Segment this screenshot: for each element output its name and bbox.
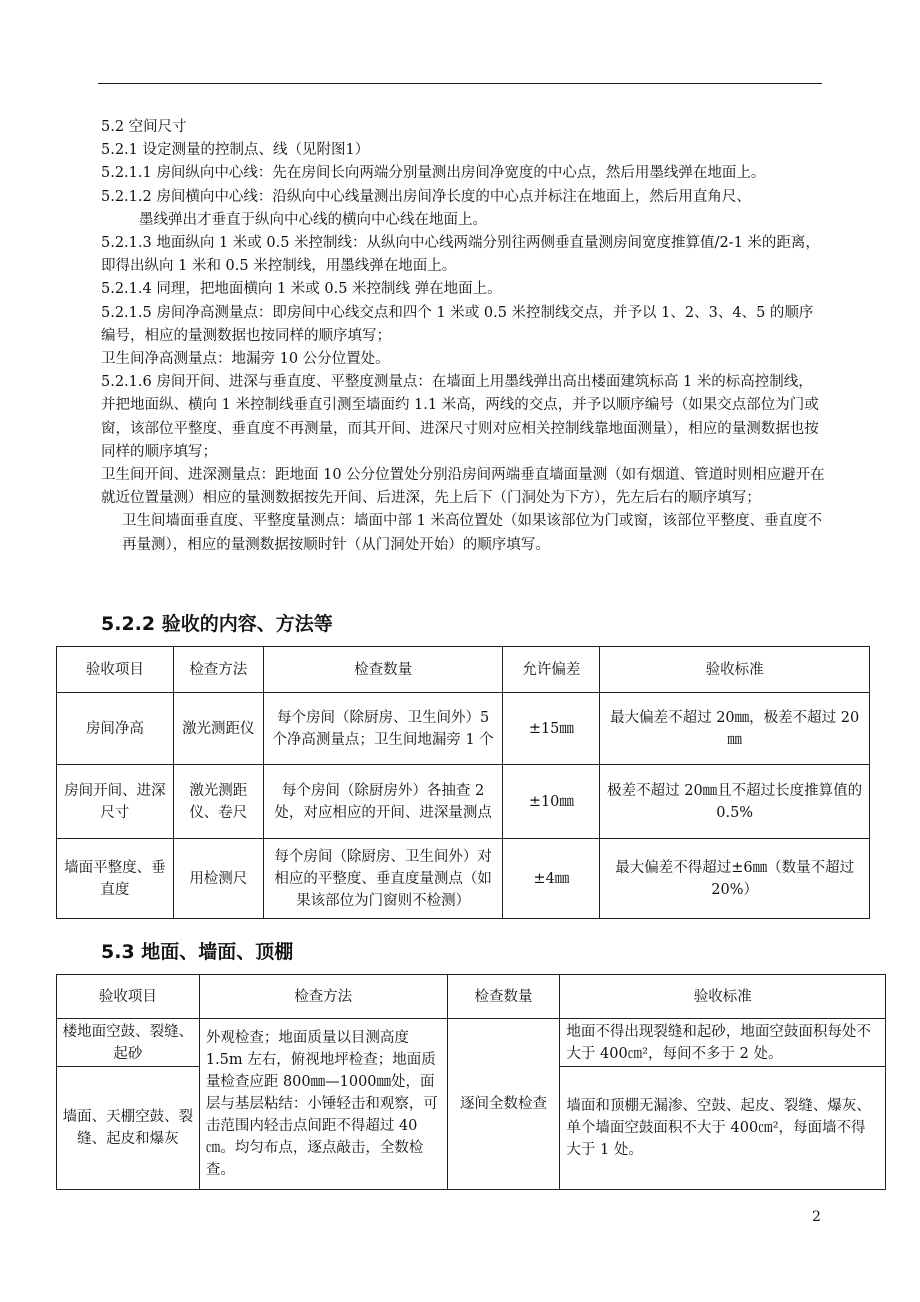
page-number: 2 — [812, 1209, 821, 1225]
table-cell: 房间净高 — [57, 693, 174, 765]
table-row — [57, 693, 870, 765]
table-row — [57, 765, 870, 839]
table-cell: ±15㎜ — [503, 693, 600, 765]
header-cell: 允许偏差 — [503, 647, 600, 693]
header-cell: 检查数量 — [447, 975, 560, 1019]
table-cell: 房间开间、进深尺寸 — [57, 765, 174, 839]
paragraph: 5.2.1.3 地面纵向 1 米或 0.5 米控制线：从纵向中心线两端分别往两侧垂直量测房间宽度推算值/2-1 米的距离，即得出纵向 1 米和 0.5 米控制线，用墨线弹在地面上。 — [101, 235, 820, 275]
table-cell: 激光测距仪、卷尺 — [173, 765, 263, 839]
header-cell: 检查数量 — [263, 647, 503, 693]
header-cell: 验收标准 — [600, 647, 870, 693]
table-cell: 每个房间（除厨房、卫生间外）对相应的平整度、垂直度量测点（如果该部位为门窗则不检测） — [263, 839, 503, 919]
header-cell: 检查方法 — [173, 647, 263, 693]
table-cell: 每个房间（除厨房、卫生间外）5 个净高测量点；卫生间地漏旁 1 个 — [263, 693, 503, 765]
table-header-row — [57, 975, 886, 1019]
table-cell: 极差不超过 20㎜且不超过长度推算值的 0.5% — [600, 765, 870, 839]
table-cell: ±4㎜ — [503, 839, 600, 919]
table-row — [57, 1019, 886, 1067]
table-cell-method: 外观检查；地面质量以目测高度 1.5m 左右，俯视地坪检查；地面质量检查应距 800㎜—1000㎜处，面层与基层粘结：小锤轻击和观察，可击范围内轻击点间距不得超过 40㎝。均匀布点，逐点敲击，全数检查。 — [199, 1019, 447, 1190]
paragraph: 5.2.1.1 房间纵向中心线：先在房间长向两端分别量测出房间净宽度的中心点，然后用墨线弹在地面上。 — [101, 165, 766, 182]
body-text — [101, 116, 825, 557]
table-cell-quantity: 逐间全数检查 — [447, 1019, 560, 1190]
paragraph: 卫生间净高测量点：地漏旁 10 公分位置处。 — [101, 351, 390, 368]
header-cell: 验收项目 — [57, 975, 200, 1019]
paragraph: 5.2.1.6 房间开间、进深与垂直度、平整度测量点：在墙面上用墨线弹出高出楼面建筑标高 1 米的标高控制线，并把地面纵、横向 1 米控制线垂直引测至墙面约 1.1 米高，两线的交点，并予以顺序编号（如果交点部位为门或窗，该部位平整度、垂直度不再测量，而其开间、进深尺寸则对应相关控制线靠地面测量），相应的量测数据也按同样的顺序填写； — [101, 374, 819, 460]
paragraph: 5.2.1.2 房间横向中心线：沿纵向中心线量测出房间净长度的中心点并标注在地面上，然后用直角尺、 — [101, 188, 751, 205]
acceptance-table-5-2-2 — [56, 646, 870, 919]
table-cell: 墙面平整度、垂直度 — [57, 839, 174, 919]
table-cell: 地面不得出现裂缝和起砂，地面空鼓面积每处不大于 400㎝²，每间不多于 2 处。 — [560, 1019, 886, 1067]
paragraph: 卫生间墙面垂直度、平整度量测点：墙面中部 1 米高位置处（如果该部位为门或窗，该部位平整度、垂直度不再量测），相应的量测数据按顺时针（从门洞处开始）的顺序填写。 — [122, 513, 822, 553]
table-cell: 墙面、天棚空鼓、裂缝、起皮和爆灰 — [57, 1067, 200, 1190]
paragraph: 卫生间开间、进深测量点：距地面 10 公分位置处分别沿房间两端垂直墙面量测（如有烟道、管道时则相应避开在就近位置量测）相应的量测数据按先开间、后进深，先上后下（门洞处为下方），先左后右的顺序填写； — [101, 467, 825, 507]
header-cell: 验收项目 — [57, 647, 174, 693]
table-cell: 最大偏差不得超过±6㎜（数量不超过 20%） — [600, 839, 870, 919]
section-heading-5-2-2: 5.2.2 验收的内容、方法等 — [101, 613, 333, 635]
table-cell: 最大偏差不超过 20㎜，极差不超过 20㎜ — [600, 693, 870, 765]
section-title-5-2: 5.2 空间尺寸 — [101, 119, 187, 135]
header-cell: 验收标准 — [560, 975, 886, 1019]
table-header-row — [57, 647, 870, 693]
acceptance-table-5-3 — [56, 974, 886, 1190]
paragraph: 5.2.1 设定测量的控制点、线（见附图1） — [101, 142, 370, 159]
table-cell: 楼地面空鼓、裂缝、起砂 — [57, 1019, 200, 1067]
table-cell: ±10㎜ — [503, 765, 600, 839]
paragraph: 5.2.1.4 同理，把地面横向 1 米或 0.5 米控制线 弹在地面上。 — [101, 281, 502, 298]
paragraph: 墨线弹出才垂直于纵向中心线的横向中心线在地面上。 — [139, 211, 487, 228]
table-cell: 每个房间（除厨房外）各抽查 2 处，对应相应的开间、进深量测点 — [263, 765, 503, 839]
header-rule — [98, 83, 822, 84]
table-cell: 激光测距仪 — [173, 693, 263, 765]
table-cell: 墙面和顶棚无漏渗、空鼓、起皮、裂缝、爆灰、单个墙面空鼓面积不大于 400㎝²，每面墙不得大于 1 处。 — [560, 1067, 886, 1190]
header-cell: 检查方法 — [199, 975, 447, 1019]
table-cell: 用检测尺 — [173, 839, 263, 919]
table-row — [57, 839, 870, 919]
section-heading-5-3: 5.3 地面、墙面、顶棚 — [101, 941, 294, 963]
paragraph: 5.2.1.5 房间净高测量点：即房间中心线交点和四个 1 米或 0.5 米控制线交点，并予以 1、2、3、4、5 的顺序编号，相应的量测数据也按同样的顺序填写； — [101, 304, 814, 344]
